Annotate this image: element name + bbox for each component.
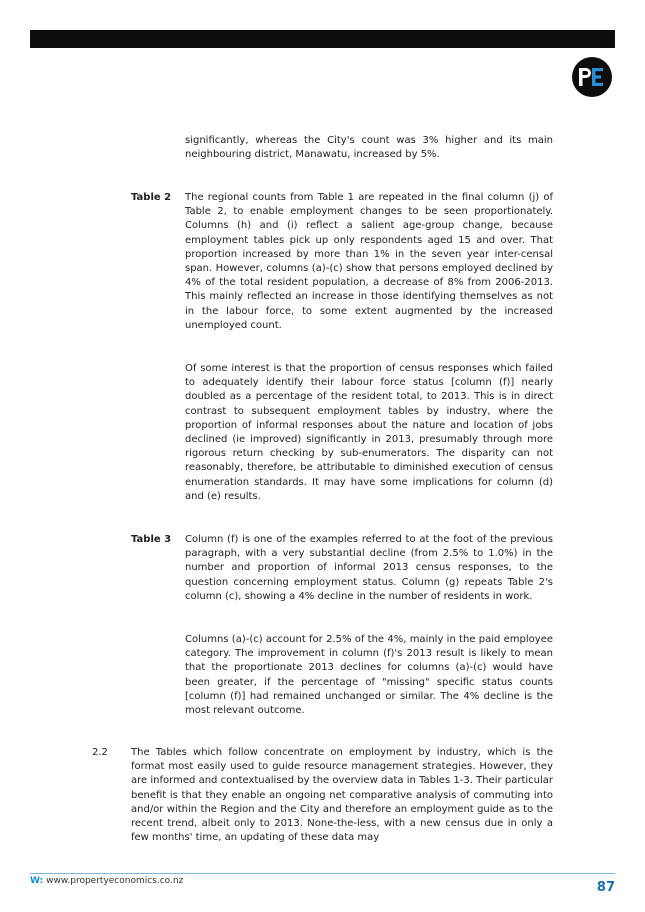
header-bar bbox=[30, 30, 615, 48]
pe-logo-icon bbox=[579, 68, 605, 86]
footer-w-label: W: bbox=[30, 876, 44, 886]
footer-url-text[interactable]: www.propertyeconomics.co.nz bbox=[46, 876, 184, 886]
table2-paragraph-2: Of some interest is that the proportion of census responses which failed to adequately identify their labour force status [column (f)] nearly doubled as a percentage of the resident total, to 2013. This is in direct contrast to subsequent employment tables by industry, where the proportion of informal responses about the nature and location of jobs declined (ie improved) significantly in 2013, presumably through more rigorous return checking by sub-enumerators. The disparity can not reasonably, therefore, be attributable to diminished execution of census enumeration standards. It may have some implications for column (d) and (e) results. bbox=[185, 363, 553, 502]
table2-label: Table 2 bbox=[131, 192, 172, 203]
table3-paragraph-2: Columns (a)-(c) account for 2.5% of the 4%, mainly in the paid employee category. The improvement in column (f)'s 2013 result is likely to mean that the proportionate 2013 declines for columns (a)-(c) would have been greater, if the percentage of "missing" specific status counts [column (f)] had remained unchanged or similar. The 4% decline is the most relevant outcome. bbox=[185, 634, 553, 717]
section-paragraph: The Tables which follow concentrate on employment by industry, which is the format most easily used to guide resource management strategies. However, they are informed and contextualised by the overview data in Tables 1-3. Their particular benefit is that they enable an ongoing net comparative analysis of commuting into and/or within the Region and the City and therefore an employment guide as to the recent trend, albeit only to 2013. None-the-less, with a new census due in only a few months' time, an updating of these data may bbox=[131, 747, 553, 844]
footer-website[interactable] bbox=[30, 876, 183, 886]
intro-paragraph: significantly, whereas the City's count was 3% higher and its main neighbouring district, Manawatu, increased by 5%. bbox=[185, 135, 553, 161]
table2-paragraph-1: The regional counts from Table 1 are repeated in the final column (j) of Table 2, to enable employment changes to be seen proportionately. Columns (h) and (i) reflect a salient age-group change, because employment tables pick up only respondents aged 15 and over. That proportion increased by more than 1% in the seven year inter-censal span. However, columns (a)-(c) show that persons employed declined by 4% of the total resident population, a decrease of 8% from 2006-2013. This mainly reflected an increase in those identifying themselves as not in the labour force, to some extent augmented by the increased unemployed count. bbox=[185, 192, 553, 331]
table3-label: Table 3 bbox=[131, 534, 172, 545]
page-number: 87 bbox=[596, 880, 615, 895]
section-number: 2.2 bbox=[92, 747, 108, 758]
footer-divider bbox=[30, 873, 615, 874]
company-logo bbox=[572, 57, 612, 97]
table3-paragraph-1: Column (f) is one of the examples referred to at the foot of the previous paragraph, with a very substantial decline (from 2.5% to 1.0%) in the number and proportion of informal 2013 census responses, to the question concerning employment status. Column (g) repeats Table 2's column (c), showing a 4% decline in the number of residents in work. bbox=[185, 534, 553, 602]
